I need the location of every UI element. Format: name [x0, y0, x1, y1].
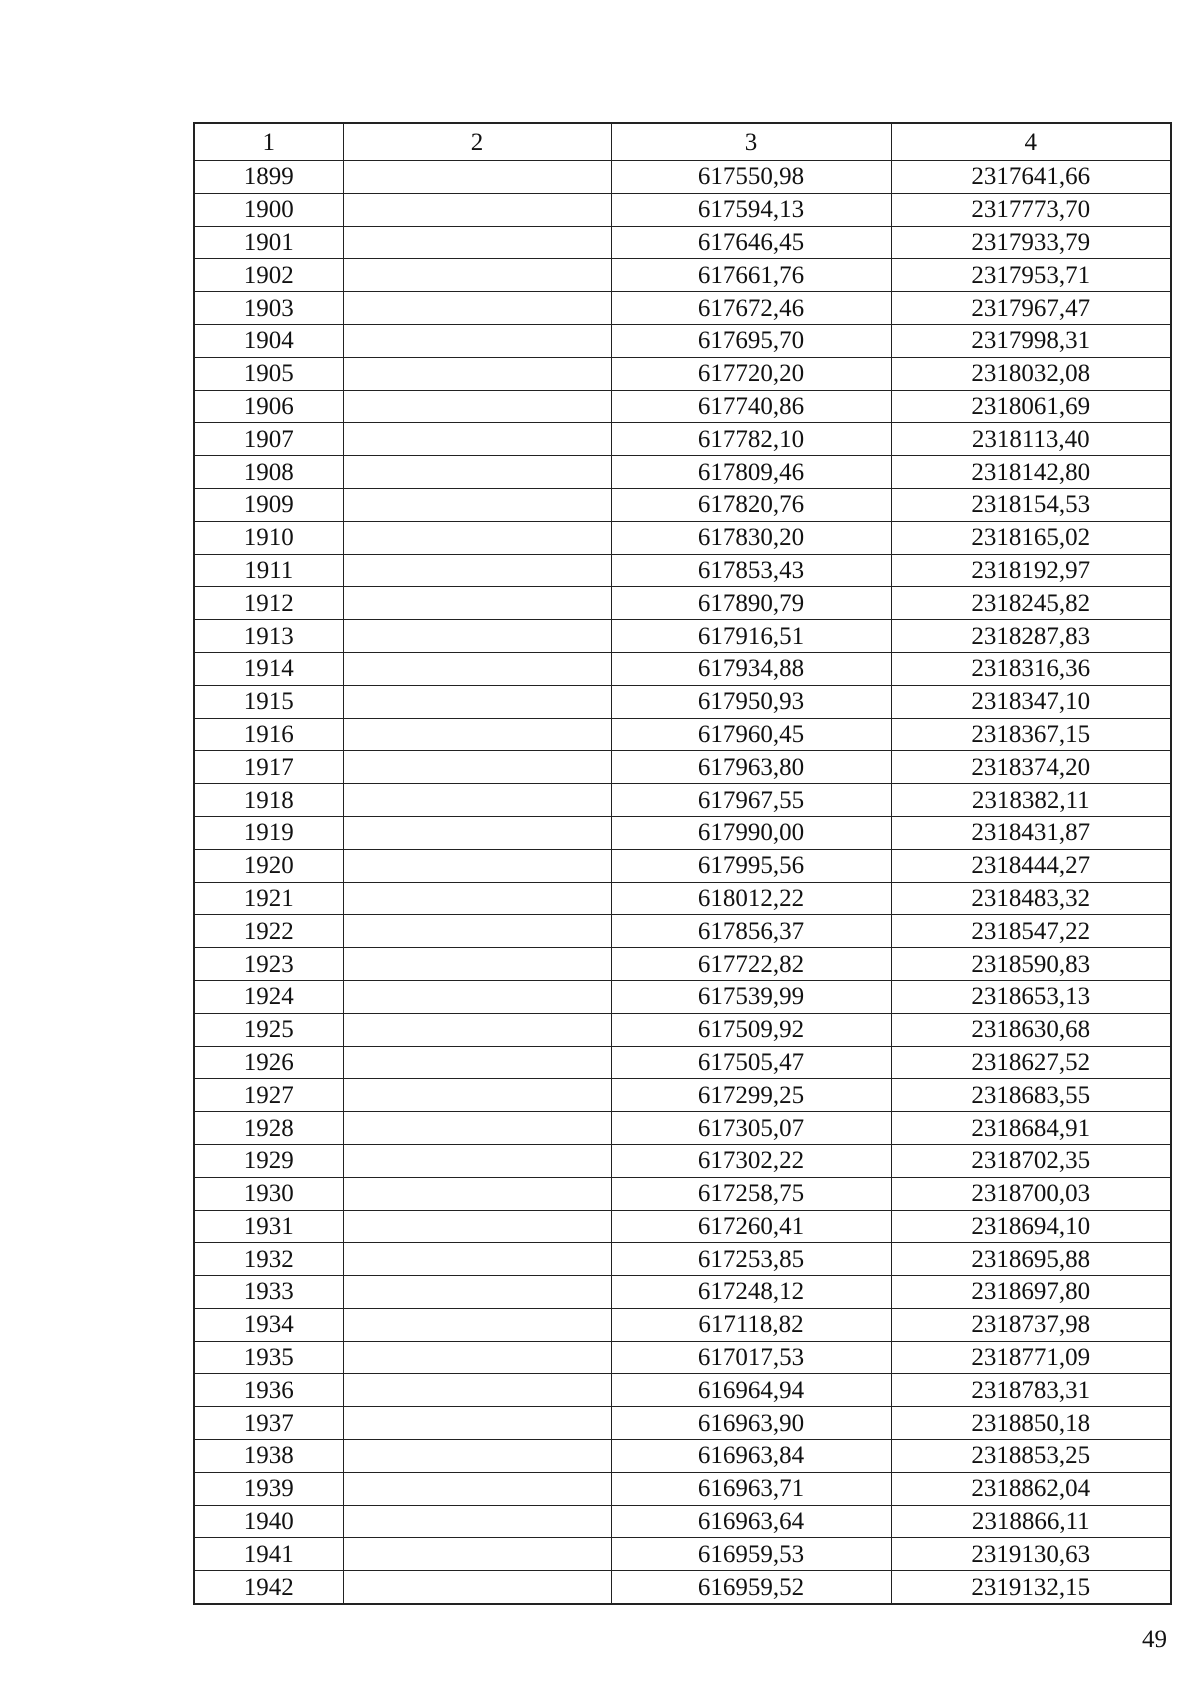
empty-cell: [343, 1341, 611, 1374]
empty-cell: [343, 324, 611, 357]
point-number-cell: 1926: [194, 1046, 343, 1079]
y-coordinate-cell: 2318245,82: [891, 587, 1171, 620]
y-coordinate-cell: 2318142,80: [891, 456, 1171, 489]
y-coordinate-cell: 2317953,71: [891, 259, 1171, 292]
x-coordinate-cell: 617963,80: [611, 751, 891, 784]
column-header-1: 1: [194, 123, 343, 161]
empty-cell: [343, 1571, 611, 1604]
y-coordinate-cell: 2318694,10: [891, 1210, 1171, 1243]
table-row: [194, 193, 1171, 226]
table-row: [194, 1308, 1171, 1341]
x-coordinate-cell: 617960,45: [611, 718, 891, 751]
empty-cell: [343, 259, 611, 292]
point-number-cell: 1917: [194, 751, 343, 784]
x-coordinate-cell: 616963,71: [611, 1472, 891, 1505]
y-coordinate-cell: 2317773,70: [891, 193, 1171, 226]
point-number-cell: 1942: [194, 1571, 343, 1604]
y-coordinate-cell: 2318547,22: [891, 915, 1171, 948]
y-coordinate-cell: 2318347,10: [891, 685, 1171, 718]
empty-cell: [343, 980, 611, 1013]
x-coordinate-cell: 617594,13: [611, 193, 891, 226]
empty-cell: [343, 816, 611, 849]
empty-cell: [343, 882, 611, 915]
y-coordinate-cell: 2318165,02: [891, 521, 1171, 554]
point-number-cell: 1900: [194, 193, 343, 226]
y-coordinate-cell: 2318032,08: [891, 357, 1171, 390]
x-coordinate-cell: 617672,46: [611, 292, 891, 325]
point-number-cell: 1915: [194, 685, 343, 718]
x-coordinate-cell: 617118,82: [611, 1308, 891, 1341]
x-coordinate-cell: 617990,00: [611, 816, 891, 849]
x-coordinate-cell: 617302,22: [611, 1144, 891, 1177]
table-row: [194, 816, 1171, 849]
y-coordinate-cell: 2318862,04: [891, 1472, 1171, 1505]
point-number-cell: 1903: [194, 292, 343, 325]
empty-cell: [343, 587, 611, 620]
x-coordinate-cell: 617853,43: [611, 554, 891, 587]
x-coordinate-cell: 617258,75: [611, 1177, 891, 1210]
table-row: [194, 685, 1171, 718]
y-coordinate-cell: 2318853,25: [891, 1440, 1171, 1473]
empty-cell: [343, 718, 611, 751]
point-number-cell: 1902: [194, 259, 343, 292]
table-header: [194, 123, 1171, 161]
table-row: [194, 1013, 1171, 1046]
point-number-cell: 1938: [194, 1440, 343, 1473]
x-coordinate-cell: 617820,76: [611, 488, 891, 521]
point-number-cell: 1921: [194, 882, 343, 915]
table-row: [194, 882, 1171, 915]
point-number-cell: 1914: [194, 652, 343, 685]
empty-cell: [343, 1079, 611, 1112]
x-coordinate-cell: 617856,37: [611, 915, 891, 948]
empty-cell: [343, 652, 611, 685]
y-coordinate-cell: 2318192,97: [891, 554, 1171, 587]
x-coordinate-cell: 617695,70: [611, 324, 891, 357]
point-number-cell: 1939: [194, 1472, 343, 1505]
point-number-cell: 1929: [194, 1144, 343, 1177]
empty-cell: [343, 1505, 611, 1538]
point-number-cell: 1928: [194, 1112, 343, 1145]
empty-cell: [343, 620, 611, 653]
x-coordinate-cell: 617830,20: [611, 521, 891, 554]
table-row: [194, 849, 1171, 882]
table-row: [194, 488, 1171, 521]
x-coordinate-cell: 616959,52: [611, 1571, 891, 1604]
point-number-cell: 1905: [194, 357, 343, 390]
table-row: [194, 357, 1171, 390]
x-coordinate-cell: 617950,93: [611, 685, 891, 718]
table-row: [194, 226, 1171, 259]
x-coordinate-cell: 617916,51: [611, 620, 891, 653]
x-coordinate-cell: 617253,85: [611, 1243, 891, 1276]
x-coordinate-cell: 617505,47: [611, 1046, 891, 1079]
empty-cell: [343, 1046, 611, 1079]
y-coordinate-cell: 2318683,55: [891, 1079, 1171, 1112]
x-coordinate-cell: 617248,12: [611, 1276, 891, 1309]
table-row: [194, 620, 1171, 653]
column-header-2: 2: [343, 123, 611, 161]
table-row: [194, 1472, 1171, 1505]
table-row: [194, 324, 1171, 357]
y-coordinate-cell: 2318316,36: [891, 652, 1171, 685]
empty-cell: [343, 784, 611, 817]
y-coordinate-cell: 2317641,66: [891, 161, 1171, 194]
point-number-cell: 1925: [194, 1013, 343, 1046]
empty-cell: [343, 1374, 611, 1407]
table-row: [194, 1341, 1171, 1374]
x-coordinate-cell: 617967,55: [611, 784, 891, 817]
table-row: [194, 751, 1171, 784]
table-row: [194, 1177, 1171, 1210]
y-coordinate-cell: 2319132,15: [891, 1571, 1171, 1604]
empty-cell: [343, 849, 611, 882]
point-number-cell: 1910: [194, 521, 343, 554]
table-row: [194, 587, 1171, 620]
y-coordinate-cell: 2318866,11: [891, 1505, 1171, 1538]
point-number-cell: 1911: [194, 554, 343, 587]
y-coordinate-cell: 2318483,32: [891, 882, 1171, 915]
y-coordinate-cell: 2318444,27: [891, 849, 1171, 882]
point-number-cell: 1922: [194, 915, 343, 948]
point-number-cell: 1930: [194, 1177, 343, 1210]
empty-cell: [343, 1144, 611, 1177]
empty-cell: [343, 1407, 611, 1440]
x-coordinate-cell: 617661,76: [611, 259, 891, 292]
empty-cell: [343, 1013, 611, 1046]
point-number-cell: 1923: [194, 948, 343, 981]
point-number-cell: 1940: [194, 1505, 343, 1538]
point-number-cell: 1907: [194, 423, 343, 456]
table-row: [194, 1112, 1171, 1145]
table-row: [194, 1440, 1171, 1473]
table-row: [194, 1243, 1171, 1276]
x-coordinate-cell: 617550,98: [611, 161, 891, 194]
x-coordinate-cell: 617890,79: [611, 587, 891, 620]
y-coordinate-cell: 2318154,53: [891, 488, 1171, 521]
y-coordinate-cell: 2318431,87: [891, 816, 1171, 849]
empty-cell: [343, 1538, 611, 1571]
point-number-cell: 1932: [194, 1243, 343, 1276]
y-coordinate-cell: 2318113,40: [891, 423, 1171, 456]
empty-cell: [343, 357, 611, 390]
page-number: 49: [1142, 1626, 1167, 1653]
x-coordinate-cell: 617782,10: [611, 423, 891, 456]
empty-cell: [343, 915, 611, 948]
point-number-cell: 1904: [194, 324, 343, 357]
y-coordinate-cell: 2318653,13: [891, 980, 1171, 1013]
table-body: [194, 161, 1171, 1605]
y-coordinate-cell: 2317967,47: [891, 292, 1171, 325]
empty-cell: [343, 1472, 611, 1505]
point-number-cell: 1941: [194, 1538, 343, 1571]
x-coordinate-cell: 617722,82: [611, 948, 891, 981]
point-number-cell: 1912: [194, 587, 343, 620]
empty-cell: [343, 1243, 611, 1276]
point-number-cell: 1908: [194, 456, 343, 489]
y-coordinate-cell: 2318700,03: [891, 1177, 1171, 1210]
empty-cell: [343, 554, 611, 587]
x-coordinate-cell: 617646,45: [611, 226, 891, 259]
empty-cell: [343, 161, 611, 194]
empty-cell: [343, 1112, 611, 1145]
table-row: [194, 259, 1171, 292]
x-coordinate-cell: 617017,53: [611, 1341, 891, 1374]
point-number-cell: 1933: [194, 1276, 343, 1309]
y-coordinate-cell: 2318695,88: [891, 1243, 1171, 1276]
table-row: [194, 390, 1171, 423]
point-number-cell: 1919: [194, 816, 343, 849]
y-coordinate-cell: 2318771,09: [891, 1341, 1171, 1374]
point-number-cell: 1918: [194, 784, 343, 817]
table-row: [194, 456, 1171, 489]
empty-cell: [343, 1210, 611, 1243]
y-coordinate-cell: 2318367,15: [891, 718, 1171, 751]
table-row: [194, 718, 1171, 751]
point-number-cell: 1931: [194, 1210, 343, 1243]
coordinates-table: [193, 122, 1172, 1605]
table-header-row: [194, 123, 1171, 161]
column-header-3: 3: [611, 123, 891, 161]
x-coordinate-cell: 616963,64: [611, 1505, 891, 1538]
empty-cell: [343, 488, 611, 521]
point-number-cell: 1935: [194, 1341, 343, 1374]
empty-cell: [343, 1177, 611, 1210]
y-coordinate-cell: 2318737,98: [891, 1308, 1171, 1341]
point-number-cell: 1899: [194, 161, 343, 194]
point-number-cell: 1906: [194, 390, 343, 423]
x-coordinate-cell: 616963,84: [611, 1440, 891, 1473]
empty-cell: [343, 292, 611, 325]
table-row: [194, 652, 1171, 685]
y-coordinate-cell: 2318590,83: [891, 948, 1171, 981]
x-coordinate-cell: 618012,22: [611, 882, 891, 915]
empty-cell: [343, 521, 611, 554]
point-number-cell: 1937: [194, 1407, 343, 1440]
table-row: [194, 521, 1171, 554]
table-row: [194, 1538, 1171, 1571]
y-coordinate-cell: 2318382,11: [891, 784, 1171, 817]
x-coordinate-cell: 617509,92: [611, 1013, 891, 1046]
table-row: [194, 423, 1171, 456]
table-row: [194, 980, 1171, 1013]
y-coordinate-cell: 2318684,91: [891, 1112, 1171, 1145]
table-row: [194, 1046, 1171, 1079]
table-row: [194, 1374, 1171, 1407]
table-row: [194, 1407, 1171, 1440]
empty-cell: [343, 1276, 611, 1309]
table-row: [194, 948, 1171, 981]
empty-cell: [343, 1440, 611, 1473]
y-coordinate-cell: 2318697,80: [891, 1276, 1171, 1309]
table-row: [194, 554, 1171, 587]
y-coordinate-cell: 2318061,69: [891, 390, 1171, 423]
y-coordinate-cell: 2318783,31: [891, 1374, 1171, 1407]
point-number-cell: 1927: [194, 1079, 343, 1112]
table-row: [194, 1505, 1171, 1538]
point-number-cell: 1924: [194, 980, 343, 1013]
y-coordinate-cell: 2317998,31: [891, 324, 1171, 357]
point-number-cell: 1901: [194, 226, 343, 259]
y-coordinate-cell: 2318627,52: [891, 1046, 1171, 1079]
empty-cell: [343, 456, 611, 489]
point-number-cell: 1920: [194, 849, 343, 882]
empty-cell: [343, 685, 611, 718]
table-row: [194, 915, 1171, 948]
x-coordinate-cell: 617260,41: [611, 1210, 891, 1243]
table-row: [194, 1210, 1171, 1243]
table-row: [194, 1276, 1171, 1309]
x-coordinate-cell: 617539,99: [611, 980, 891, 1013]
table-row: [194, 1144, 1171, 1177]
empty-cell: [343, 948, 611, 981]
table-row: [194, 1571, 1171, 1604]
empty-cell: [343, 751, 611, 784]
table-row: [194, 1079, 1171, 1112]
y-coordinate-cell: 2318287,83: [891, 620, 1171, 653]
x-coordinate-cell: 617299,25: [611, 1079, 891, 1112]
x-coordinate-cell: 617740,86: [611, 390, 891, 423]
y-coordinate-cell: 2318630,68: [891, 1013, 1171, 1046]
x-coordinate-cell: 617720,20: [611, 357, 891, 390]
table-row: [194, 292, 1171, 325]
y-coordinate-cell: 2318374,20: [891, 751, 1171, 784]
y-coordinate-cell: 2318702,35: [891, 1144, 1171, 1177]
x-coordinate-cell: 616964,94: [611, 1374, 891, 1407]
point-number-cell: 1909: [194, 488, 343, 521]
x-coordinate-cell: 616963,90: [611, 1407, 891, 1440]
x-coordinate-cell: 617305,07: [611, 1112, 891, 1145]
x-coordinate-cell: 617995,56: [611, 849, 891, 882]
point-number-cell: 1916: [194, 718, 343, 751]
empty-cell: [343, 193, 611, 226]
column-header-4: 4: [891, 123, 1171, 161]
point-number-cell: 1934: [194, 1308, 343, 1341]
table-row: [194, 784, 1171, 817]
point-number-cell: 1913: [194, 620, 343, 653]
empty-cell: [343, 423, 611, 456]
table-row: [194, 161, 1171, 194]
y-coordinate-cell: 2319130,63: [891, 1538, 1171, 1571]
empty-cell: [343, 226, 611, 259]
y-coordinate-cell: 2317933,79: [891, 226, 1171, 259]
x-coordinate-cell: 617934,88: [611, 652, 891, 685]
point-number-cell: 1936: [194, 1374, 343, 1407]
empty-cell: [343, 390, 611, 423]
y-coordinate-cell: 2318850,18: [891, 1407, 1171, 1440]
x-coordinate-cell: 616959,53: [611, 1538, 891, 1571]
empty-cell: [343, 1308, 611, 1341]
x-coordinate-cell: 617809,46: [611, 456, 891, 489]
